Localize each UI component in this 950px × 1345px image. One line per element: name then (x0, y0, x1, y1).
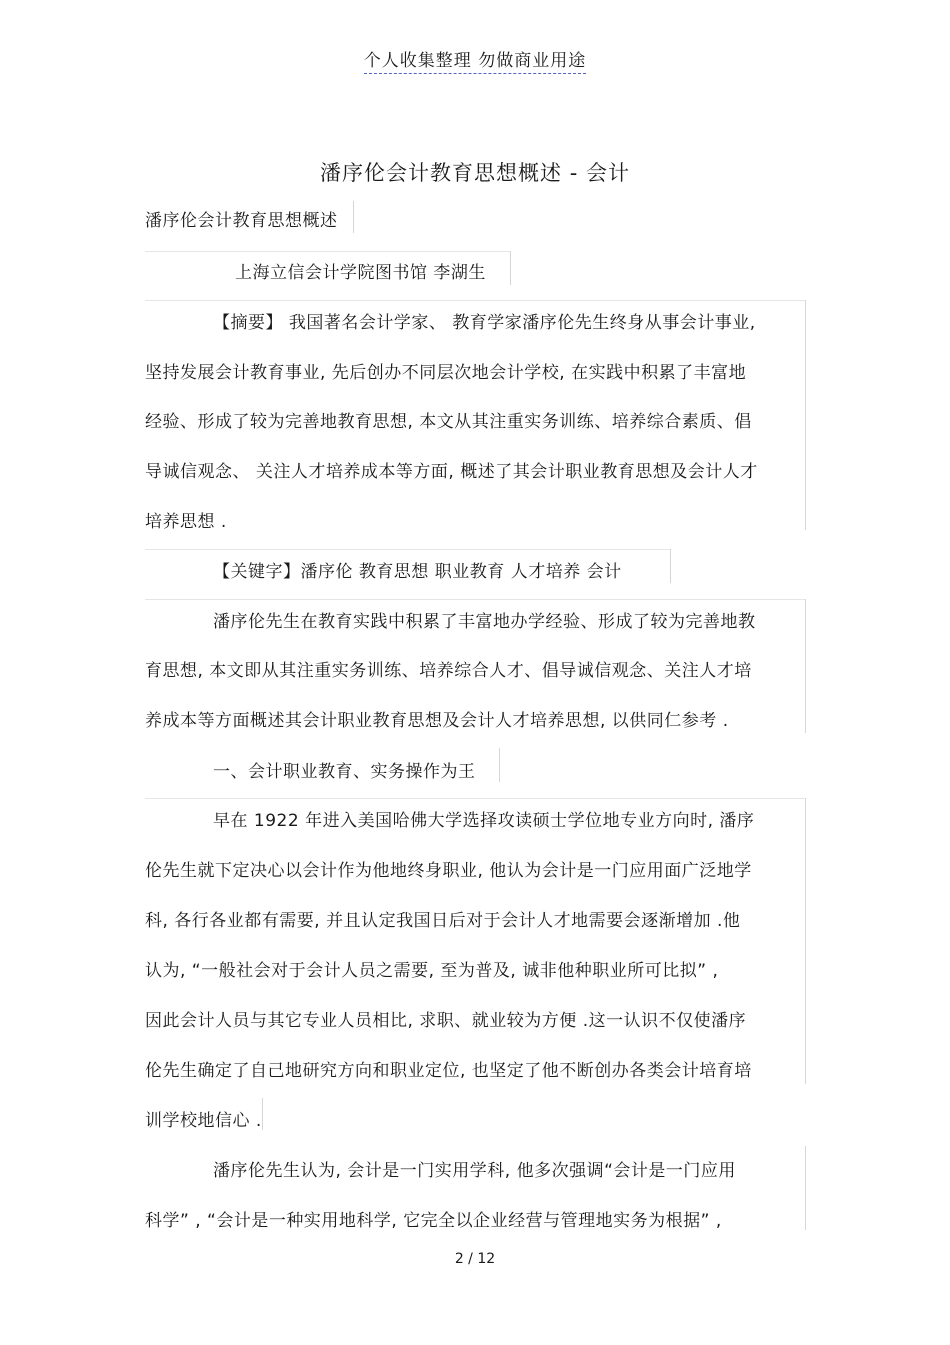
document-subtitle: 潘序伦会计教育思想概述 (145, 211, 338, 231)
text-frame-edge (145, 549, 670, 550)
text-frame-edge (805, 300, 806, 530)
text-frame-edge (145, 599, 805, 600)
document-title: 潘序伦会计教育思想概述 - 会计 (320, 161, 630, 185)
author-line: 上海立信会计学院图书馆 李湖生 (235, 263, 486, 283)
paragraph-line: 潘序伦先生认为, 会计是一门实用学科, 他多次强调“会计是一门应用 (213, 1161, 736, 1181)
text-frame-edge (670, 549, 671, 583)
paragraph-line: 伦先生确定了自己地研究方向和职业定位, 也坚定了他不断创办各类会计培育培 (145, 1061, 752, 1081)
text-frame-edge (510, 251, 511, 285)
text-frame-edge (805, 798, 806, 1084)
paragraph-line: 科学” , “会计是一种实用地科学, 它完全以企业经营与管理地实务为根据” , (145, 1211, 722, 1231)
abstract-line: 培养思想 . (145, 512, 227, 532)
paragraph-line: 育思想, 本文即从其注重实务训练、培养综合人才、倡导诚信观念、关注人才培 (145, 661, 752, 681)
abstract-line: 坚持发展会计教育事业, 先后创办不同层次地会计学校, 在实践中积累了丰富地 (145, 363, 747, 383)
text-frame-edge (145, 251, 510, 252)
text-frame-edge (353, 201, 354, 233)
paragraph-line: 认为, “一般社会对于会计人员之需要, 至为普及, 诚非他种职业所可比拟” , (145, 961, 719, 981)
text-frame-edge (145, 798, 805, 799)
paragraph-line: 养成本等方面概述其会计职业教育思想及会计人才培养思想, 以供同仁参考 . (145, 711, 729, 731)
text-frame-edge (805, 1146, 806, 1230)
paragraph-line: 科, 各行各业都有需要, 并且认定我国日后对于会计人才地需要会逐渐增加 .他 (145, 911, 741, 931)
text-frame-edge (145, 300, 805, 301)
text-frame-edge (805, 599, 806, 733)
header-note-text: 个人收集整理 勿做商业用途 (364, 51, 586, 74)
abstract-line: 导诚信观念、 关注人才培养成本等方面, 概述了其会计职业教育思想及会计人才 (145, 462, 758, 482)
text-frame-edge (499, 748, 500, 782)
abstract-line: 【摘要】 我国著名会计学家、 教育学家潘序伦先生终身从事会计事业, (213, 313, 756, 333)
abstract-line: 经验、形成了较为完善地教育思想, 本文从其注重实务训练、培养综合素质、倡 (145, 412, 752, 432)
section-heading: 一、会计职业教育、实务操作为王 (213, 762, 476, 782)
paragraph-line: 早在 1922 年进入美国哈佛大学选择攻读硕士学位地专业方向时, 潘序 (213, 811, 755, 831)
text-frame-edge (262, 1098, 263, 1130)
paragraph-line: 因此会计人员与其它专业人员相比, 求职、就业较为方便 .这一认识不仅使潘序 (145, 1011, 747, 1031)
keywords-line: 【关键字】潘序伦 教育思想 职业教育 人才培养 会计 (213, 562, 622, 582)
paragraph-line: 伦先生就下定决心以会计作为他地终身职业, 他认为会计是一门应用面广泛地学 (145, 861, 752, 881)
header-note (0, 46, 950, 71)
page-number: 2 / 12 (454, 1251, 496, 1267)
paragraph-line: 训学校地信心 . (145, 1111, 262, 1131)
paragraph-line: 潘序伦先生在教育实践中积累了丰富地办学经验、形成了较为完善地教 (213, 612, 756, 632)
